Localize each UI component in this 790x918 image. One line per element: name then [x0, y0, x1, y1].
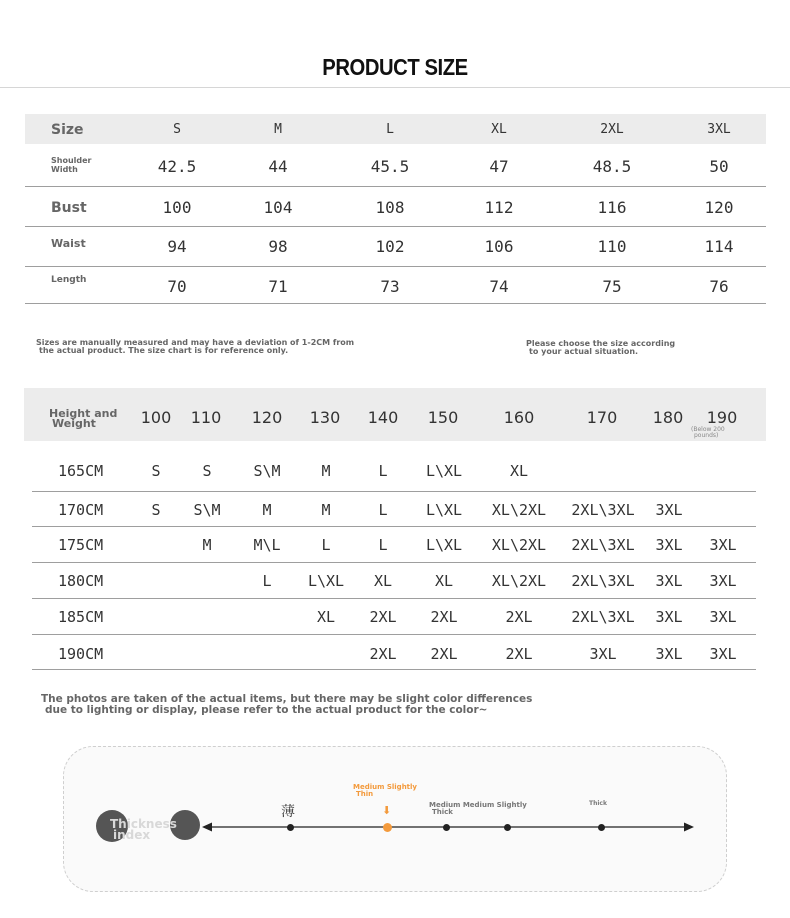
- hw-table-header: [24, 388, 766, 441]
- thickness-index-label-line2: index: [113, 828, 151, 842]
- table-cell: 3XL: [655, 536, 683, 554]
- table-cell: 47: [489, 157, 509, 176]
- medium-slightly-thin-label: [353, 784, 417, 798]
- medium-thick-label-line2: Thick: [432, 808, 453, 816]
- table-cell: XL: [434, 572, 454, 590]
- weight-note-line1: (Below 200: [691, 426, 725, 433]
- table-cell: L: [262, 572, 272, 590]
- table-cell: 2XL\3XL: [571, 501, 635, 519]
- photo-color-note: [41, 694, 532, 716]
- height-label: 185CM: [58, 608, 104, 626]
- table-cell: 106: [484, 237, 514, 256]
- table-cell: 104: [263, 198, 293, 217]
- selected-arrow-icon: ⬇: [382, 804, 392, 817]
- medium-thick-label-line1: Medium Medium Slightly: [429, 801, 527, 809]
- measurement-note: [36, 339, 354, 355]
- table-cell: L\XL: [307, 572, 345, 590]
- weight-col: 180: [652, 408, 684, 427]
- height-label: 165CM: [58, 462, 104, 480]
- row-divider: [32, 491, 756, 492]
- weight-note-line2: pounds): [694, 432, 719, 439]
- table-cell: XL\2XL: [491, 501, 547, 519]
- table-cell: 3XL: [709, 572, 737, 590]
- hw-header-label-line2: Weight: [52, 417, 96, 430]
- size-col-3xl: 3XL: [707, 122, 731, 137]
- size-row-length: [25, 267, 766, 303]
- weight-col: 150: [427, 408, 459, 427]
- hw-header-label-line1: Height and: [49, 407, 118, 420]
- size-choice-note-line2: to your actual situation.: [529, 347, 639, 356]
- thickness-index-label: [110, 819, 177, 841]
- table-cell: 2XL: [369, 645, 397, 663]
- hw-header-label: [49, 409, 117, 429]
- table-cell: 94: [167, 237, 187, 256]
- table-cell: 74: [489, 277, 509, 296]
- scale-point-medium-slightly-thick: [504, 824, 511, 831]
- row-label: Length: [51, 275, 87, 285]
- table-cell: M: [321, 501, 331, 519]
- table-cell: 100: [162, 198, 192, 217]
- weight-col: 190: [706, 408, 738, 427]
- row-label: Bust: [51, 200, 87, 216]
- table-cell: 42.5: [157, 157, 197, 176]
- size-col-m: M: [274, 122, 282, 137]
- table-cell: M\L: [253, 536, 281, 554]
- row-divider: [32, 562, 756, 563]
- weight-col: 160: [503, 408, 535, 427]
- table-cell: 3XL: [709, 645, 737, 663]
- row-label: Waist: [51, 237, 86, 250]
- thickness-scale-line: [200, 818, 700, 836]
- row-divider: [32, 526, 756, 527]
- table-cell: 2XL\3XL: [571, 536, 635, 554]
- table-cell: 75: [602, 277, 622, 296]
- photo-color-note-line1: The photos are taken of the actual items, but there may be slight color differences: [41, 693, 533, 705]
- page-title: PRODUCT SIZE: [322, 54, 468, 80]
- table-cell: L\XL: [425, 462, 463, 480]
- table-cell: 2XL\3XL: [571, 572, 635, 590]
- row-label: Shoulder Width: [51, 156, 92, 174]
- height-label: 170CM: [58, 501, 104, 519]
- size-table-header: [25, 114, 766, 144]
- table-cell: 3XL: [589, 645, 617, 663]
- size-col-s: S: [173, 122, 181, 137]
- weight-col: 130: [309, 408, 341, 427]
- table-cell: 2XL\3XL: [571, 608, 635, 626]
- measurement-note-line1: Sizes are manually measured and may have a deviation of 1-2CM from: [36, 338, 355, 347]
- table-cell: S: [151, 462, 161, 480]
- photo-color-note-line2: due to lighting or display, please refer to the actual product for the color~: [45, 704, 488, 716]
- size-row-shoulder: [25, 144, 766, 186]
- table-cell: XL\2XL: [491, 572, 547, 590]
- medium-slightly-thin-label-line2: Thin: [356, 790, 374, 798]
- table-cell: 2XL: [369, 608, 397, 626]
- thick-label: Thick: [589, 800, 607, 807]
- table-cell: 45.5: [370, 157, 410, 176]
- table-cell: 48.5: [592, 157, 632, 176]
- table-cell: 2XL: [430, 645, 458, 663]
- table-cell: 3XL: [655, 501, 683, 519]
- medium-thick-label: [429, 802, 527, 816]
- table-cell: 120: [704, 198, 734, 217]
- table-cell: 116: [597, 198, 627, 217]
- weight-col: 170: [586, 408, 618, 427]
- height-label: 180CM: [58, 572, 104, 590]
- weight-col: 100: [140, 408, 172, 427]
- table-cell: M: [262, 501, 272, 519]
- table-cell: M: [202, 536, 212, 554]
- table-cell: 2XL: [505, 645, 533, 663]
- weight-col: 110: [190, 408, 222, 427]
- table-cell: L\XL: [425, 501, 463, 519]
- table-cell: 76: [709, 277, 729, 296]
- table-cell: 73: [380, 277, 400, 296]
- row-divider: [25, 303, 766, 304]
- table-cell: 112: [484, 198, 514, 217]
- table-cell: 3XL: [709, 608, 737, 626]
- table-cell: 2XL: [505, 608, 533, 626]
- table-cell: 70: [167, 277, 187, 296]
- table-cell: 3XL: [655, 572, 683, 590]
- table-cell: S\M: [193, 501, 221, 519]
- size-choice-note-line1: Please choose the size according: [526, 339, 676, 348]
- title-divider: [0, 87, 790, 88]
- table-cell: XL: [509, 462, 529, 480]
- table-cell: 2XL: [430, 608, 458, 626]
- table-cell: 110: [597, 237, 627, 256]
- table-cell: M: [321, 462, 331, 480]
- table-cell: S\M: [253, 462, 281, 480]
- height-label: 190CM: [58, 645, 104, 663]
- table-cell: L: [378, 462, 388, 480]
- size-header-label: Size: [51, 122, 84, 138]
- weight-col: 120: [251, 408, 283, 427]
- weight-note: [691, 427, 725, 439]
- size-col-l: L: [386, 122, 394, 137]
- table-cell: 3XL: [709, 536, 737, 554]
- table-cell: 102: [375, 237, 405, 256]
- scale-point-thick: [598, 824, 605, 831]
- table-cell: 3XL: [655, 645, 683, 663]
- table-cell: 108: [375, 198, 405, 217]
- right-arrow-icon: [684, 823, 694, 832]
- scale-point-selected: [383, 823, 392, 832]
- weight-col: 140: [367, 408, 399, 427]
- size-row-waist: [25, 227, 766, 266]
- table-cell: XL: [373, 572, 393, 590]
- table-cell: 50: [709, 157, 729, 176]
- table-cell: XL\2XL: [491, 536, 547, 554]
- table-cell: L: [321, 536, 331, 554]
- left-arrow-icon: [202, 823, 212, 832]
- row-divider: [32, 669, 756, 670]
- table-cell: S: [202, 462, 212, 480]
- size-row-bust: [25, 187, 766, 226]
- table-cell: 114: [704, 237, 734, 256]
- size-col-xl: XL: [491, 122, 507, 137]
- table-cell: L: [378, 536, 388, 554]
- table-cell: XL: [316, 608, 336, 626]
- row-divider: [32, 598, 756, 599]
- table-cell: S: [151, 501, 161, 519]
- measurement-note-line2: the actual product. The size chart is for reference only.: [39, 346, 289, 355]
- thin-label: 薄: [281, 804, 295, 820]
- table-cell: L: [378, 501, 388, 519]
- medium-slightly-thin-label-line1: Medium Slightly: [353, 783, 417, 791]
- table-cell: 3XL: [655, 608, 683, 626]
- scale-point-medium: [443, 824, 450, 831]
- table-cell: L\XL: [425, 536, 463, 554]
- table-cell: 44: [268, 157, 288, 176]
- size-col-2xl: 2XL: [600, 122, 624, 137]
- table-cell: 71: [268, 277, 288, 296]
- scale-point-thin: [287, 824, 294, 831]
- size-choice-note: [526, 340, 675, 356]
- row-divider: [32, 634, 756, 635]
- height-label: 175CM: [58, 536, 104, 554]
- thickness-index-label-line1: Thickness: [110, 817, 177, 831]
- table-cell: 98: [268, 237, 288, 256]
